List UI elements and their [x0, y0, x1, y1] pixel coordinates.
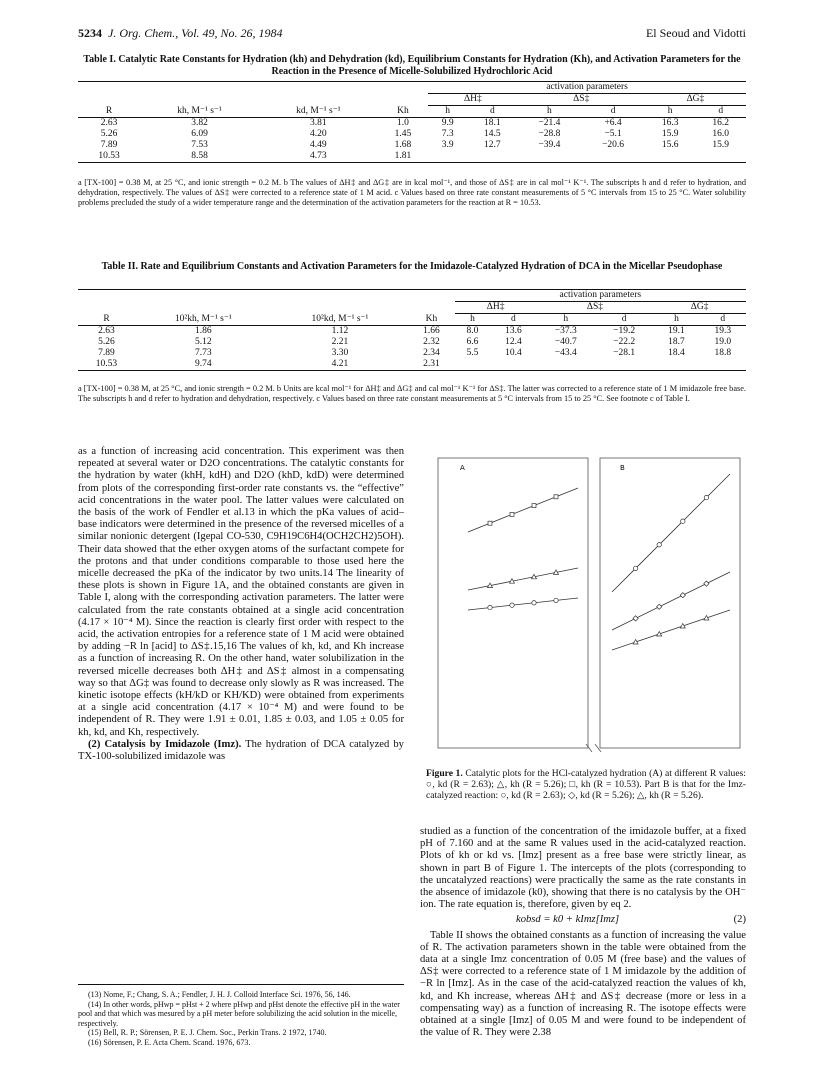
data-point-marker	[704, 581, 709, 586]
table-cell: −43.4	[554, 348, 577, 358]
table-cell: 7.89	[100, 140, 118, 150]
table2-subheader: ΔS‡	[537, 302, 654, 314]
table2-column-header: 10²kh, M⁻¹ s⁻¹	[174, 313, 232, 324]
table2-subheader: ΔH‡	[455, 302, 537, 314]
data-point-marker	[554, 495, 558, 499]
reference-footnote: (15) Bell, R. P.; Sörensen, P. E. J. Chem. Soc., Perkin Trans. 2 1972, 1740.	[88, 1028, 327, 1038]
table-cell: 7.53	[191, 140, 208, 150]
table-cell: 3.82	[191, 118, 208, 128]
table-cell: 5.26	[98, 337, 115, 347]
data-point-marker	[633, 566, 637, 570]
table-cell: 1.12	[331, 326, 349, 336]
table-row	[78, 151, 746, 163]
table-cell: 18.1	[484, 118, 501, 128]
table1-subheader: ΔS‡	[518, 94, 645, 106]
table1-column-header: h	[445, 106, 451, 116]
table-row	[78, 129, 746, 140]
figure-1-caption	[426, 768, 746, 801]
table-cell: 10.4	[505, 348, 522, 358]
table-cell: −5.1	[604, 129, 622, 139]
table1-column-header: Kh	[397, 105, 409, 116]
table-cell	[467, 151, 518, 163]
table-cell: 12.7	[484, 140, 501, 150]
table-row	[78, 337, 746, 348]
reference-footnote: (13) Nome, F.; Chang, S. A.; Fendler, J. H. J. Colloid Interface Sci. 1976, 56, 146.	[88, 990, 351, 999]
table2-subheader: ΔG‡	[653, 302, 746, 314]
table1-group-header: activation parameters	[428, 82, 746, 94]
table-cell: 16.3	[661, 118, 679, 128]
table-row	[78, 359, 746, 371]
body-paragraph: The hydration of DCA catalyzed by TX-100-solubilized imidazole was	[78, 738, 404, 763]
table-cell: 6.09	[191, 129, 208, 139]
left-column	[78, 446, 404, 763]
header-authors: El Seoud and Vidotti	[645, 26, 746, 40]
table2-column-header: Kh	[425, 313, 438, 324]
table-cell: 15.6	[661, 140, 679, 150]
table-cell: 3.30	[331, 348, 349, 358]
equation-text: kobsd = k0 + kImz[Imz]	[516, 914, 620, 926]
table1-column-header: d	[718, 106, 724, 116]
table1-column-header: kd, M⁻¹ s⁻¹	[296, 105, 341, 116]
table-row	[78, 348, 746, 359]
reference-footnote: (16) Sörensen, P. E. Acta Chem. Scand. 1976, 673.	[88, 1037, 251, 1047]
table2-column-header: h	[470, 314, 475, 324]
table2-column-header: h	[563, 314, 569, 324]
table-cell	[428, 151, 467, 163]
table-cell: 2.63	[100, 118, 118, 128]
table-cell: 10.53	[98, 151, 120, 161]
table2-column-header: d	[621, 314, 627, 324]
data-point-marker	[532, 601, 536, 605]
table-cell	[490, 359, 536, 371]
table-cell: 19.0	[714, 337, 732, 347]
table2-column-header: d	[720, 314, 726, 324]
table-cell: 3.9	[441, 140, 454, 150]
data-point-marker	[657, 543, 661, 547]
table-cell: 5.12	[195, 337, 212, 347]
table-cell: −28.1	[613, 348, 636, 358]
journal-citation: J. Org. Chem., Vol. 49, No. 26, 1984	[108, 26, 283, 40]
figure-1-plots	[420, 452, 746, 762]
body-paragraph: as a function of increasing acid concentration. This experiment was then repeated at several water or D2O concentrations. The catalytic constants for the hydration by water (khH, kdH) and D2O (khD, kdD) were determined from plots of the corresponding first-order rate constants vs. the “effective” acid concentrations in the water pool. The latter values were calculated on the basis of the work of Fendler et al.13 in which the pKa values of acid–base indicators were determined in the presence of the reversed micelles of a similar nonionic detergent (Igepal CO-530, C9H19C6H4(OCH2CH2)5OH). Their data showed that the ether oxygen atoms of the surfactant compete for the protons and that under conditions comparable to those used here the micelle decreased the pKa of the indicator by two units.14 The linearity of these plots is shown in Figure 1A, and the obtained constants are given in Table I, along with the corresponding activation parameters. The latter were calculated from the rate constants obtained at a single acid concentration (4.17 × 10⁻⁴ M). Since the reaction is clearly first order with respect to the acid, the activation entropies for a reference state of 1 M acid were obtained by adding −R ln [acid] to ΔS‡.15,16 The values of kh, kd, and Kh increase as a function of increasing R. On the other hand, water solubilization in the reversed micelle decreases both ΔH‡ and ΔS‡ almost in a compensating way so that ΔG‡ was found to decrease only slowly as R was increased. The kinetic isotope effects (kH/kD or KH/KD) were obtained from experiments at a single acid concentration (4.17 × 10⁻⁴ M) and were found to be independent of R. They were 1.91 ± 0.01, 1.85 ± 0.03, and 1.05 ± 0.05 for kh, kd, and Kh, respectively.	[78, 446, 404, 738]
equation-2	[420, 911, 746, 929]
table-cell: 1.0	[397, 118, 409, 128]
table-cell: 4.20	[310, 129, 327, 139]
data-point-marker	[633, 616, 638, 621]
table-cell: 7.89	[98, 348, 115, 358]
table-cell	[653, 359, 699, 371]
table1	[78, 81, 746, 163]
table-cell: −28.8	[538, 129, 561, 139]
table-cell: 9.74	[195, 359, 212, 369]
table-cell: 4.49	[310, 140, 327, 150]
table1-header-row	[78, 106, 746, 118]
table1-footnote: a [TX-100] = 0.38 M, at 25 °C, and ionic strength = 0.2 M. b The values of ΔH‡ and ΔG‡ are in kcal mol⁻¹, and those of ΔS‡ are in cal mol⁻¹ K⁻¹. The subscripts h and d refer to hydration, and dehydration, respectively. The values of ΔS‡ were corrected to a reference state of 1 M acid. c Values based on three rate constant measurements of 5 °C intervals from 15 to 25 °C. Water solubility problems precluded the study of a wider temperature range and the determination of the activation parameters for the reaction at R = 10.53.	[78, 178, 746, 207]
table2-group-header: activation parameters	[455, 290, 746, 302]
panel-a-line	[468, 598, 578, 610]
figure-1	[420, 452, 746, 762]
panel-a-line	[468, 568, 578, 590]
table-cell: 10.53	[95, 359, 118, 369]
table-cell: 15.9	[712, 140, 730, 150]
table-cell: 7.73	[195, 348, 212, 358]
table-cell: 19.1	[668, 326, 685, 336]
table-cell: −37.3	[554, 326, 577, 336]
table-cell: 4.21	[331, 359, 349, 369]
panel-b-line	[612, 474, 730, 592]
table-cell: 1.66	[423, 326, 440, 336]
table-cell	[695, 151, 746, 163]
table-row	[78, 140, 746, 151]
table1-caption: Table I. Catalytic Rate Constants for Hydration (kh) and Dehydration (kd), Equilibrium Constants for Hydration (Kh), and Activation Parameters for the Reaction in the Presence of Micelle-Solubilized Hydrochloric Acid	[83, 54, 741, 77]
table-cell: −40.7	[554, 337, 577, 347]
table-cell: 18.7	[668, 337, 685, 347]
table2-column-header: h	[674, 314, 679, 324]
table-cell: 12.4	[505, 337, 522, 347]
data-point-marker	[704, 495, 708, 499]
page-number: 5234	[78, 26, 102, 40]
table-cell: 16.2	[712, 118, 730, 128]
table2-column-header: d	[511, 314, 516, 324]
body-paragraph: Table II shows the obtained constants as a function of increasing the value of R. The activation parameters shown in the table were obtained from the data at a single Imz concentration of 0.05 M (free base) and the values of ΔS‡ were corrected to a reference state of 1 M imidazole by the addition of −R ln [Imz]. As in the case of the acid-catalyzed reaction the values of kh, kd, and Kh increase, whereas ΔH‡ and ΔS‡ decrease (more or less in a compensating way) as a function of increasing R. The isotope effects were obtained at a single [Imz] of 0.05 M and were found to be independent of the value of R. They were 2.38	[420, 929, 746, 1039]
table-cell: 18.8	[714, 348, 732, 358]
table2	[78, 289, 746, 371]
table-cell	[537, 359, 595, 371]
table-cell: 7.3	[441, 129, 454, 139]
table-cell: −20.6	[602, 140, 625, 150]
table1-column-header: kh, M⁻¹ s⁻¹	[177, 105, 222, 116]
table-cell: 1.68	[394, 140, 412, 150]
figure-caption-text: Catalytic plots for the HCl-catalyzed hydration (A) at different R values: ○, kd (R = 2.63); △, kh (R = 5.26); □, kh (R = 10.53). Part B is that for the Imz-catalyzed reaction: ○, kd (R = 2.63); ◇, kd (R = 5.26); △, kh (R = 5.26).	[426, 768, 746, 801]
data-point-marker	[681, 519, 685, 523]
panel-b-frame	[600, 458, 740, 748]
table-cell: 15.9	[661, 129, 679, 139]
data-point-marker	[532, 504, 536, 508]
table1-column-header: d	[489, 106, 495, 116]
table-cell: 2.21	[331, 337, 349, 347]
body-paragraph: studied as a function of the concentration of the imidazole buffer, at a fixed pH of 7.160 and at the same R values used in the acid-catalyzed reaction. Plots of kh or kd vs. [Imz] present as a free base were strictly linear, as shown in part B of Figure 1. The intercepts of the plots (corresponding to the uncatalyzed reactions) were practically the same as the rate constants in the absence of imidazole (k0), showing that there is no catalysis by the OH⁻ ion. The rate equation is, therefore, given by eq 2.	[420, 826, 746, 911]
table-cell: −39.4	[538, 140, 561, 150]
data-point-marker	[488, 521, 492, 525]
data-point-marker	[554, 598, 558, 602]
footnote-rule	[78, 984, 404, 985]
data-point-marker	[510, 512, 514, 516]
table1-column-header: h	[547, 106, 552, 116]
data-point-marker	[680, 593, 685, 598]
panel-a-label: A	[460, 464, 465, 472]
panel-b-label: B	[620, 464, 625, 472]
figure-caption-label: Figure 1.	[426, 768, 463, 779]
table2-footnote: a [TX-100] = 0.38 M, at 25 °C, and ionic strength = 0.2 M. b Units are kcal mol⁻¹ for ΔH‡ and ΔG‡ and cal mol⁻¹ K⁻¹ for ΔS‡. The latter was corrected to a reference state of 1 M imidazole free base. The subscripts h and d refer to hydration and dehydration, respectively. c Values based on three rate constant measurements at 5 °C intervals from 15 to 25 °C. See footnote c of Table I.	[78, 384, 746, 403]
table-cell: 18.4	[668, 348, 685, 358]
table1-column-header: h	[667, 106, 673, 116]
table-row	[78, 326, 746, 338]
data-point-marker	[657, 604, 662, 609]
table-cell	[518, 151, 582, 163]
table-cell	[455, 359, 491, 371]
data-point-marker	[510, 603, 514, 607]
table-cell: 14.5	[484, 129, 501, 139]
table-cell: 3.81	[310, 118, 327, 128]
data-point-marker	[488, 605, 492, 609]
table-cell: 6.6	[466, 337, 479, 347]
table1-column-header: R	[105, 105, 113, 116]
table2-caption: Table II. Rate and Equilibrium Constants and Activation Parameters for the Imidazole-Catalyzed Hydration of DCA in the Micellar Pseudophase	[101, 261, 723, 272]
panel-b-line	[612, 572, 730, 630]
table-cell: 5.26	[100, 129, 118, 139]
table-cell: 5.5	[466, 348, 479, 358]
table2-column-header: 10²kd, M⁻¹ s⁻¹	[311, 313, 369, 324]
table-cell	[645, 151, 696, 163]
table-cell: 2.63	[98, 326, 115, 336]
table-cell: 16.0	[712, 129, 730, 139]
table-cell: −19.2	[613, 326, 636, 336]
table-cell: 13.6	[505, 326, 522, 336]
table-cell: 1.45	[394, 129, 412, 139]
reference-footnotes	[78, 990, 404, 1048]
section-heading: (2) Catalysis by Imidazole (Imz).	[88, 738, 242, 750]
table2-header-row	[78, 314, 746, 326]
table-cell: −22.2	[613, 337, 636, 347]
right-column	[420, 826, 746, 1039]
table-cell: 9.9	[441, 118, 454, 128]
table-cell: −21.4	[538, 118, 561, 128]
table1-subheader: ΔG‡	[645, 94, 746, 106]
table-cell: 4.73	[310, 151, 327, 161]
table-cell	[595, 359, 653, 371]
table-cell: 1.86	[195, 326, 212, 336]
table1-subheader: ΔH‡	[428, 94, 517, 106]
table-cell: 8.0	[466, 326, 479, 336]
table-cell: 2.32	[423, 337, 440, 347]
equation-number: (2)	[733, 914, 746, 926]
table-cell: 19.3	[714, 326, 732, 336]
panel-a-line	[468, 488, 578, 532]
table-cell	[700, 359, 746, 371]
table-cell: 2.31	[423, 359, 440, 369]
data-markers	[488, 495, 710, 644]
table1-column-header: d	[610, 106, 616, 116]
table-cell: 2.34	[423, 348, 440, 358]
table-cell: +6.4	[604, 118, 622, 128]
panel-b-line	[612, 610, 730, 650]
reference-footnote: (14) In other words, pHwp = pHst + 2 where pHwp and pHst denote the effective pH in the water pool and that which was mesured by a pH meter before solubilizing the acid solution in the micelle, respectively.	[78, 999, 400, 1028]
table-row	[78, 118, 746, 130]
table-cell: 1.81	[394, 151, 412, 161]
table-cell	[581, 151, 645, 163]
table2-column-header: R	[103, 313, 110, 324]
running-header	[78, 26, 746, 41]
table-cell: 8.58	[191, 151, 208, 161]
